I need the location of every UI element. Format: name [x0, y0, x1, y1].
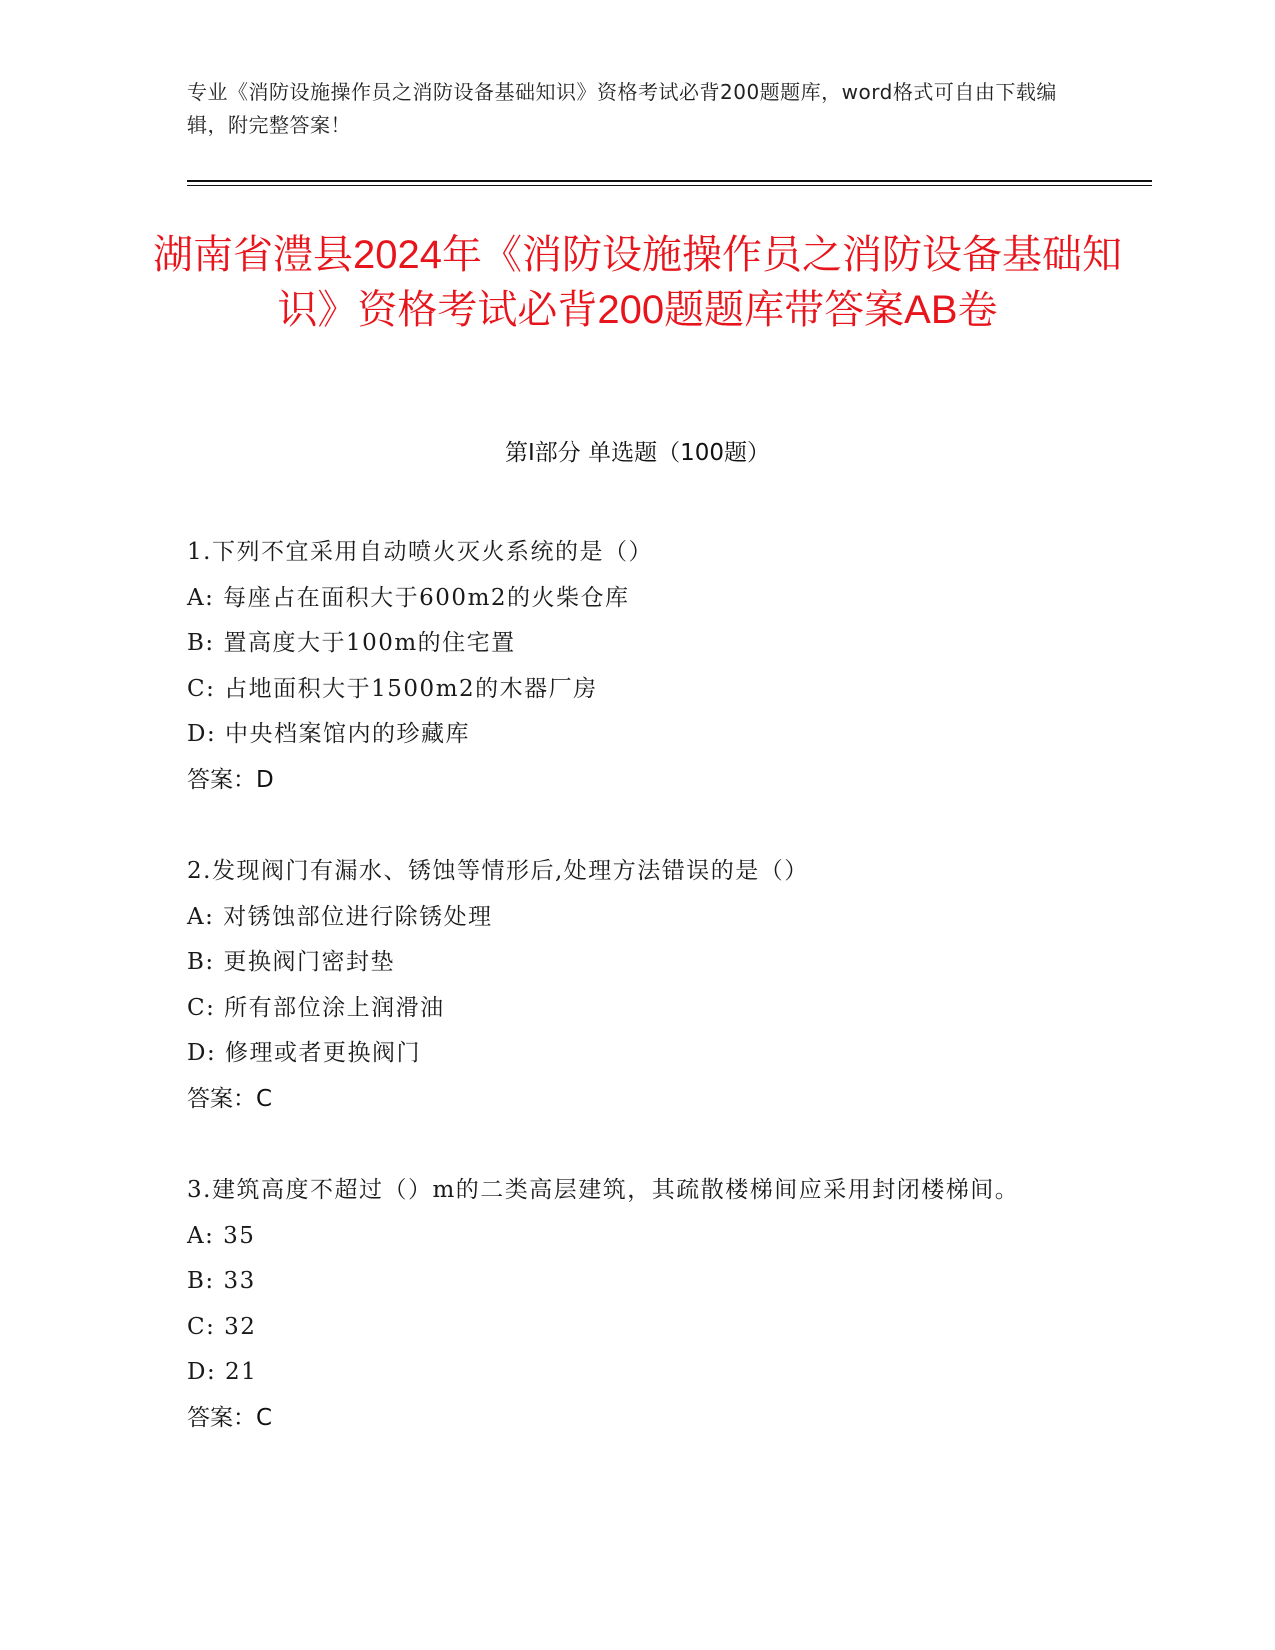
question-stem: 1.下列不宜采用自动喷火灭火系统的是（） — [187, 539, 653, 565]
option-d: D: 中央档案馆内的珍藏库 — [187, 721, 471, 747]
option-c: C: 占地面积大于1500m2的木器厂房 — [187, 675, 598, 702]
answer-text: 答案：C — [187, 1404, 273, 1431]
option-d: D: 修理或者更换阀门 — [187, 1040, 422, 1066]
question-stem: 3.建筑高度不超过（）m的二类高层建筑，其疏散楼梯间应采用封闭楼梯间。 — [187, 1177, 1020, 1203]
answer-text: 答案：D — [187, 766, 274, 793]
question-item — [187, 530, 1087, 803]
option-d: D: 21 — [187, 1359, 258, 1385]
option-b: B: 置高度大于100m的住宅置 — [187, 630, 516, 656]
option-b: B: 更换阀门密封垫 — [187, 949, 395, 975]
question-list — [187, 530, 1087, 1487]
question-stem: 2.发现阀门有漏水、锈蚀等情形后,处理方法错误的是（） — [187, 858, 809, 884]
option-b: B: 33 — [187, 1268, 256, 1294]
document-title: 湖南省澧县2024年《消防设施操作员之消防设备基础知识》资格考试必背200题题库带答案AB卷 — [153, 233, 1122, 332]
option-a: A: 35 — [187, 1222, 256, 1249]
header-note: 专业《消防设施操作员之消防设备基础知识》资格考试必背200题题库，word格式可自由下载编辑，附完整答案！ — [187, 80, 1057, 137]
option-a: A: 对锈蚀部位进行除锈处理 — [187, 903, 493, 930]
option-a: A: 每座占在面积大于600m2的火柴仓库 — [187, 584, 630, 611]
header-divider-thick — [187, 180, 1152, 182]
option-c: C: 32 — [187, 1313, 257, 1340]
question-item — [187, 1168, 1087, 1441]
question-item — [187, 849, 1087, 1122]
option-c: C: 所有部位涂上润滑油 — [187, 994, 445, 1021]
answer-text: 答案：C — [187, 1085, 273, 1112]
section-heading: 第Ⅰ部分 单选题（100题） — [505, 440, 770, 466]
header-divider-thin — [187, 185, 1152, 186]
